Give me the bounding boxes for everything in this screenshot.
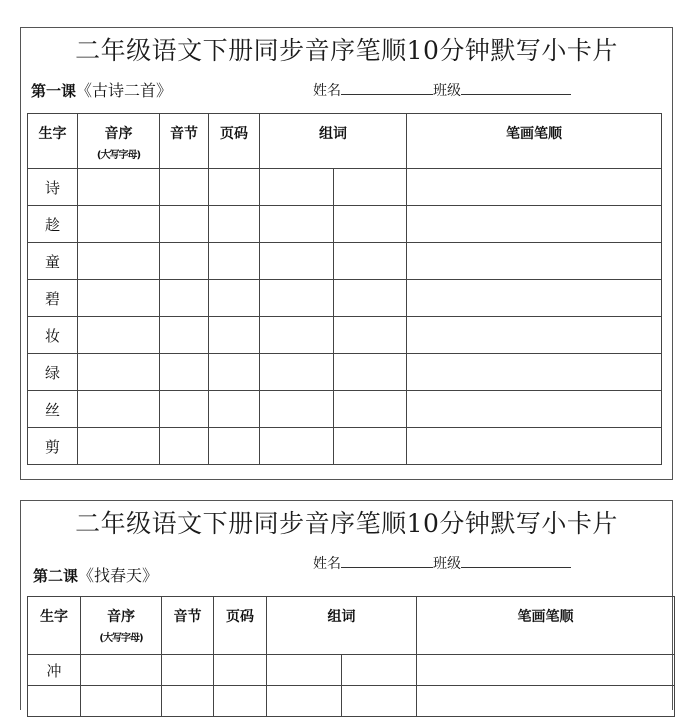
syllable-cell[interactable] — [162, 655, 214, 686]
page-cell[interactable] — [209, 317, 260, 354]
order-cell[interactable] — [78, 206, 160, 243]
table-row — [28, 655, 675, 686]
dictation-card-lesson-2 — [20, 500, 673, 710]
strokes-cell[interactable] — [407, 169, 662, 206]
word1-cell[interactable] — [260, 243, 334, 280]
strokes-cell[interactable] — [407, 391, 662, 428]
word2-cell[interactable] — [334, 391, 407, 428]
strokes-cell[interactable] — [407, 317, 662, 354]
header-syllable: 音节 — [162, 597, 214, 655]
word2-cell[interactable] — [334, 243, 407, 280]
page-cell[interactable] — [209, 206, 260, 243]
char-cell: 妆 — [28, 317, 78, 354]
char-cell: 碧 — [28, 280, 78, 317]
header-char: 生字 — [28, 114, 78, 169]
word2-cell[interactable] — [334, 354, 407, 391]
strokes-cell[interactable] — [407, 354, 662, 391]
order-cell[interactable] — [78, 317, 160, 354]
order-cell[interactable] — [78, 243, 160, 280]
table-row — [28, 206, 662, 243]
vocab-table — [27, 113, 662, 465]
card-title: 二年级语文下册同步音序笔顺10分钟默写小卡片 — [75, 509, 618, 538]
word1-cell[interactable] — [260, 391, 334, 428]
header-syllable: 音节 — [160, 114, 209, 169]
word2-cell[interactable] — [334, 428, 407, 465]
syllable-cell[interactable] — [160, 206, 209, 243]
header-order-sub: (大写字母) — [99, 633, 143, 644]
page-cell[interactable] — [209, 391, 260, 428]
order-cell[interactable] — [78, 354, 160, 391]
char-cell — [28, 686, 81, 717]
word1-cell[interactable] — [267, 655, 342, 686]
page-cell[interactable] — [209, 243, 260, 280]
order-cell[interactable] — [78, 428, 160, 465]
word1-cell[interactable] — [260, 428, 334, 465]
word1-cell[interactable] — [260, 280, 334, 317]
word1-cell[interactable] — [260, 317, 334, 354]
char-cell: 冲 — [28, 655, 81, 686]
syllable-cell[interactable] — [160, 317, 209, 354]
student-info — [313, 553, 571, 573]
lesson-name: 《古诗二首》 — [76, 81, 173, 100]
student-info — [313, 80, 571, 100]
lesson-heading — [31, 78, 172, 101]
char-cell: 绿 — [28, 354, 78, 391]
lesson-heading — [33, 563, 158, 586]
table-row — [28, 686, 675, 717]
strokes-cell[interactable] — [407, 206, 662, 243]
syllable-cell[interactable] — [160, 280, 209, 317]
table-row — [28, 354, 662, 391]
page-cell[interactable] — [209, 169, 260, 206]
class-blank[interactable] — [461, 93, 571, 95]
page-cell[interactable] — [209, 428, 260, 465]
table-row — [28, 317, 662, 354]
name-blank[interactable] — [341, 566, 433, 568]
header-words: 组词 — [267, 597, 417, 655]
syllable-cell[interactable] — [160, 169, 209, 206]
lesson-name: 《找春天》 — [78, 566, 159, 585]
strokes-cell[interactable] — [407, 428, 662, 465]
header-order — [78, 114, 160, 169]
vocab-table — [27, 596, 675, 717]
word2-cell[interactable] — [342, 686, 417, 717]
page-cell[interactable] — [209, 280, 260, 317]
syllable-cell[interactable] — [162, 686, 214, 717]
table-header-row — [28, 597, 675, 655]
header-order-label: 音序 — [107, 609, 135, 625]
class-label: 班级 — [433, 83, 461, 99]
name-label: 姓名 — [313, 556, 341, 572]
word1-cell[interactable] — [267, 686, 342, 717]
header-order — [81, 597, 162, 655]
name-label: 姓名 — [313, 83, 341, 99]
word2-cell[interactable] — [334, 317, 407, 354]
header-words: 组词 — [260, 114, 407, 169]
order-cell[interactable] — [78, 391, 160, 428]
word2-cell[interactable] — [334, 280, 407, 317]
header-page: 页码 — [209, 114, 260, 169]
word1-cell[interactable] — [260, 354, 334, 391]
card-title: 二年级语文下册同步音序笔顺10分钟默写小卡片 — [75, 36, 618, 65]
char-cell: 丝 — [28, 391, 78, 428]
strokes-cell[interactable] — [417, 655, 675, 686]
order-cell[interactable] — [78, 169, 160, 206]
class-label: 班级 — [433, 556, 461, 572]
strokes-cell[interactable] — [407, 280, 662, 317]
word2-cell[interactable] — [334, 169, 407, 206]
order-cell[interactable] — [81, 686, 162, 717]
table-row — [28, 428, 662, 465]
char-cell: 诗 — [28, 169, 78, 206]
header-order-sub: (大写字母) — [96, 150, 141, 161]
syllable-cell[interactable] — [160, 354, 209, 391]
header-order-label: 音序 — [104, 126, 133, 142]
word2-cell[interactable] — [342, 655, 417, 686]
header-strokes: 笔画笔顺 — [417, 597, 675, 655]
syllable-cell[interactable] — [160, 243, 209, 280]
order-cell[interactable] — [81, 655, 162, 686]
lesson-number: 第二课 — [33, 567, 79, 585]
table-row — [28, 391, 662, 428]
char-cell: 剪 — [28, 428, 78, 465]
syllable-cell[interactable] — [160, 391, 209, 428]
dictation-card-lesson-1 — [20, 27, 673, 480]
order-cell[interactable] — [78, 280, 160, 317]
strokes-cell[interactable] — [407, 243, 662, 280]
char-cell: 趁 — [28, 206, 78, 243]
table-row — [28, 169, 662, 206]
word1-cell[interactable] — [260, 206, 334, 243]
page-cell[interactable] — [209, 354, 260, 391]
lesson-number: 第一课 — [31, 82, 77, 100]
class-blank[interactable] — [461, 566, 571, 568]
header-strokes: 笔画笔顺 — [407, 114, 662, 169]
syllable-cell[interactable] — [160, 428, 209, 465]
char-cell: 童 — [28, 243, 78, 280]
word2-cell[interactable] — [334, 206, 407, 243]
header-page: 页码 — [214, 597, 267, 655]
word1-cell[interactable] — [260, 169, 334, 206]
header-char: 生字 — [28, 597, 81, 655]
name-blank[interactable] — [341, 93, 433, 95]
page-cell[interactable] — [214, 686, 267, 717]
page-cell[interactable] — [214, 655, 267, 686]
table-row — [28, 280, 662, 317]
table-header-row — [28, 114, 662, 169]
table-row — [28, 243, 662, 280]
strokes-cell[interactable] — [417, 686, 675, 717]
